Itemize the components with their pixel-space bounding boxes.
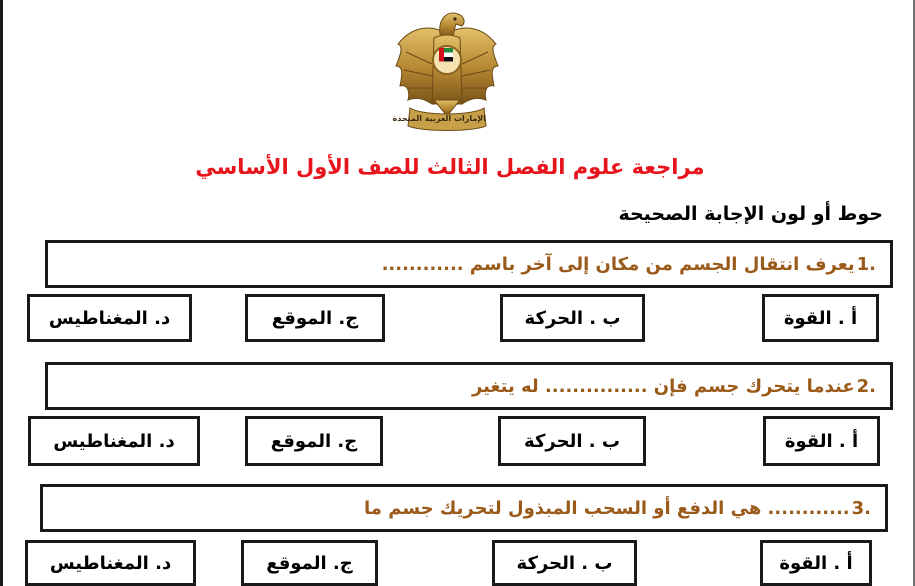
question-box-1	[45, 240, 893, 288]
option-b[interactable]: ب . الحركة	[492, 540, 637, 586]
option-d[interactable]: د. المغناطيس	[25, 540, 196, 586]
question-number: .2	[856, 375, 876, 397]
option-a[interactable]: أ . القوة	[763, 416, 880, 466]
option-d[interactable]: د. المغناطيس	[27, 294, 192, 342]
option-c[interactable]: ج. الموقع	[241, 540, 378, 586]
question-box-3	[40, 484, 888, 532]
option-a[interactable]: أ . القوة	[760, 540, 872, 586]
option-d[interactable]: د. المغناطيس	[28, 416, 200, 466]
question-text: ............ هي الدفع أو السحب المبذول لتحريك جسم ما	[364, 497, 850, 519]
question-box-2	[45, 362, 893, 410]
option-c[interactable]: ج. الموقع	[245, 416, 383, 466]
option-a[interactable]: أ . القوة	[762, 294, 879, 342]
question-number: .1	[856, 253, 876, 275]
emblem-caption: الإمارات العربية المتحدة	[392, 114, 486, 123]
question-number: .3	[851, 497, 871, 519]
instruction-text: حوط أو لون الإجابة الصحيحة	[618, 203, 883, 225]
option-c[interactable]: ج. الموقع	[245, 294, 385, 342]
question-text: عندما يتحرك جسم فإن ............... له يتغير	[471, 375, 855, 397]
page-left-rule	[0, 0, 3, 586]
option-b[interactable]: ب . الحركة	[498, 416, 646, 466]
page-title: مراجعة علوم الفصل الثالث للصف الأول الأساسي	[195, 155, 705, 179]
option-b[interactable]: ب . الحركة	[500, 294, 645, 342]
question-text: يعرف انتقال الجسم من مكان إلى آخر باسم ............	[381, 253, 855, 275]
